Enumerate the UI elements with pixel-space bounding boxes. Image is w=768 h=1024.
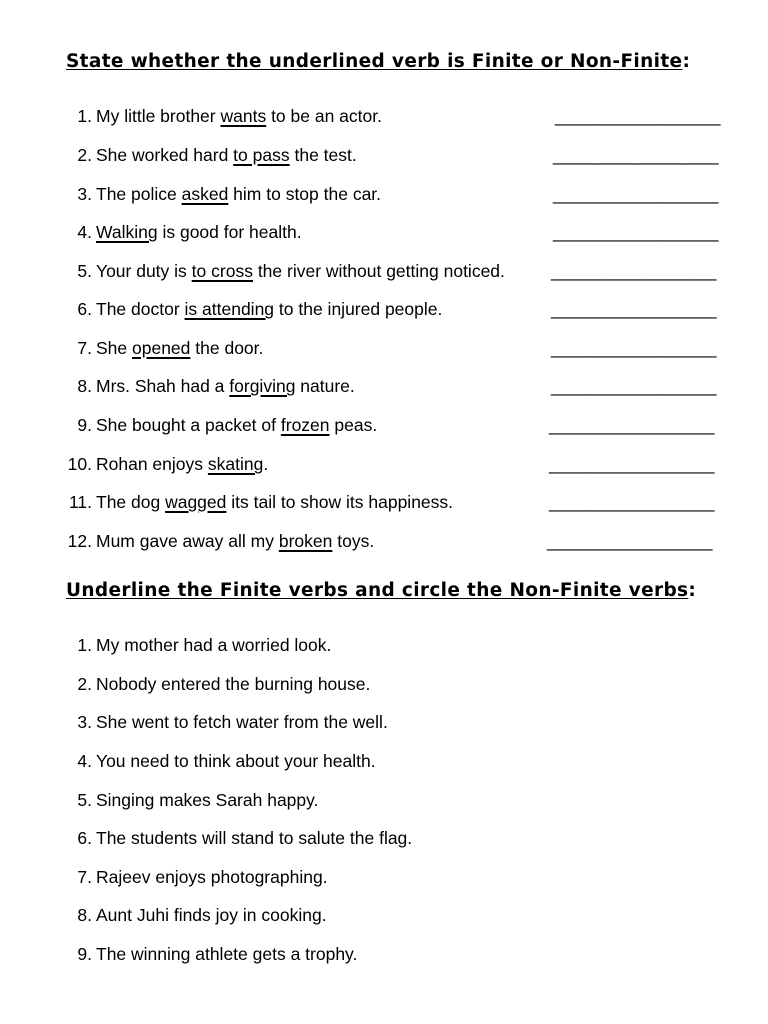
question-item xyxy=(0,182,768,206)
item-text-before: She xyxy=(96,338,132,358)
underlined-verb: wants xyxy=(220,106,267,126)
item-text: Rajeev enjoys photographing. xyxy=(96,867,328,887)
underlined-verb: frozen xyxy=(280,415,330,435)
question-item xyxy=(0,374,768,398)
item-text xyxy=(96,490,453,514)
item-text-before: Rohan enjoys xyxy=(96,454,208,474)
item-text xyxy=(96,220,302,244)
section2-heading-text: Underline the Finite verbs and circle the Non-Finite verbs xyxy=(66,580,689,601)
item-text: The winning athlete gets a trophy. xyxy=(96,944,358,964)
answer-blank[interactable]: _________________ xyxy=(551,376,717,396)
item-number: 4. xyxy=(77,751,92,771)
item-text-before: Mum gave away all my xyxy=(96,531,279,551)
item-text-after: toys. xyxy=(332,531,375,551)
underlined-verb: is attending xyxy=(184,299,275,319)
item-text xyxy=(96,297,442,321)
item-number: 1. xyxy=(77,106,92,126)
item-text-before: The dog xyxy=(96,492,166,512)
item-text-before: The police xyxy=(96,184,182,204)
answer-blank[interactable]: _________________ xyxy=(553,184,719,204)
answer-blank[interactable]: _________________ xyxy=(551,338,717,358)
underlined-verb: asked xyxy=(181,184,229,204)
answer-blank[interactable]: _________________ xyxy=(553,222,719,242)
section2-heading-colon: : xyxy=(688,580,697,601)
item-text: Aunt Juhi finds joy in cooking. xyxy=(96,905,327,925)
section1-heading-text: State whether the underlined verb is Finite or Non-Finite xyxy=(66,51,683,72)
section1-heading-colon: : xyxy=(682,51,691,72)
item-text-after: the door. xyxy=(190,338,264,358)
item-text xyxy=(96,143,357,167)
question-item xyxy=(0,104,768,128)
section1-heading xyxy=(66,50,706,73)
item-text xyxy=(96,259,505,283)
underlined-verb: Walking xyxy=(96,222,158,242)
question-item xyxy=(0,259,768,283)
exercise-item xyxy=(0,865,768,889)
item-text-before: She worked hard xyxy=(96,145,234,165)
underlined-verb: opened xyxy=(132,338,191,358)
underlined-verb: skating xyxy=(207,454,264,474)
section2-heading xyxy=(66,579,706,602)
item-text: My mother had a worried look. xyxy=(96,635,332,655)
item-number: 3. xyxy=(77,712,92,732)
item-number: 6. xyxy=(77,828,92,848)
item-text xyxy=(96,182,381,206)
item-text-after: nature. xyxy=(295,376,355,396)
item-text-after: to the injured people. xyxy=(274,299,443,319)
item-number: 7. xyxy=(77,867,92,887)
item-number: 4. xyxy=(77,222,92,242)
item-text: Singing makes Sarah happy. xyxy=(96,790,319,810)
item-number: 9. xyxy=(77,944,92,964)
item-text-after: to be an actor. xyxy=(266,106,382,126)
exercise-item xyxy=(0,788,768,812)
item-text-before: My little brother xyxy=(96,106,221,126)
exercise-item xyxy=(0,672,768,696)
item-text: She went to fetch water from the well. xyxy=(96,712,388,732)
item-number: 2. xyxy=(77,674,92,694)
item-text-before: Your duty is xyxy=(96,261,192,281)
question-item xyxy=(0,452,768,476)
item-text xyxy=(96,336,263,360)
item-text-before: The doctor xyxy=(96,299,185,319)
item-text: Nobody entered the burning house. xyxy=(96,674,371,694)
item-text xyxy=(96,452,268,476)
answer-blank[interactable]: _________________ xyxy=(551,261,717,281)
item-text-after: the test. xyxy=(289,145,357,165)
item-number: 9. xyxy=(77,415,92,435)
item-text xyxy=(96,374,355,398)
item-text-before: She bought a packet of xyxy=(96,415,281,435)
item-number: 6. xyxy=(77,299,92,319)
question-item xyxy=(0,336,768,360)
item-number: 12. xyxy=(67,531,92,551)
item-text-after: is good for health. xyxy=(157,222,302,242)
item-text xyxy=(96,413,377,437)
question-item xyxy=(0,220,768,244)
item-number: 1. xyxy=(77,635,92,655)
underlined-verb: broken xyxy=(278,531,333,551)
item-text xyxy=(96,104,382,128)
item-text-after: the river without getting noticed. xyxy=(252,261,505,281)
exercise-item xyxy=(0,633,768,657)
item-number: 8. xyxy=(77,905,92,925)
item-number: 5. xyxy=(77,261,92,281)
answer-blank[interactable]: _________________ xyxy=(549,492,715,512)
item-number: 7. xyxy=(77,338,92,358)
answer-blank[interactable]: _________________ xyxy=(549,415,715,435)
item-number: 11. xyxy=(68,492,92,512)
underlined-verb: wagged xyxy=(165,492,227,512)
item-number: 2. xyxy=(77,145,92,165)
underlined-verb: forgiving xyxy=(229,376,296,396)
exercise-item xyxy=(0,749,768,773)
item-text: You need to think about your health. xyxy=(96,751,376,771)
question-item xyxy=(0,490,768,514)
underlined-verb: to cross xyxy=(191,261,253,281)
exercise-item xyxy=(0,903,768,927)
item-text-before: Mrs. Shah had a xyxy=(96,376,230,396)
question-item xyxy=(0,143,768,167)
question-item xyxy=(0,297,768,321)
item-number: 8. xyxy=(77,376,92,396)
exercise-item xyxy=(0,942,768,966)
exercise-item xyxy=(0,710,768,734)
question-item xyxy=(0,413,768,437)
item-text-after: him to stop the car. xyxy=(228,184,382,204)
answer-blank[interactable]: _________________ xyxy=(549,454,715,474)
answer-blank[interactable]: _________________ xyxy=(555,106,721,126)
item-number: 5. xyxy=(77,790,92,810)
item-text-after: its tail to show its happiness. xyxy=(226,492,454,512)
item-text: The students will stand to salute the flag. xyxy=(96,828,413,848)
answer-blank[interactable]: _________________ xyxy=(553,145,719,165)
question-item xyxy=(0,529,768,553)
item-text xyxy=(96,529,374,553)
item-text-after: peas. xyxy=(329,415,378,435)
exercise-item xyxy=(0,826,768,850)
answer-blank[interactable]: _________________ xyxy=(547,531,713,551)
item-text-after: . xyxy=(263,454,269,474)
answer-blank[interactable]: _________________ xyxy=(551,299,717,319)
underlined-verb: to pass xyxy=(233,145,290,165)
item-number: 10. xyxy=(67,454,92,474)
item-number: 3. xyxy=(77,184,92,204)
